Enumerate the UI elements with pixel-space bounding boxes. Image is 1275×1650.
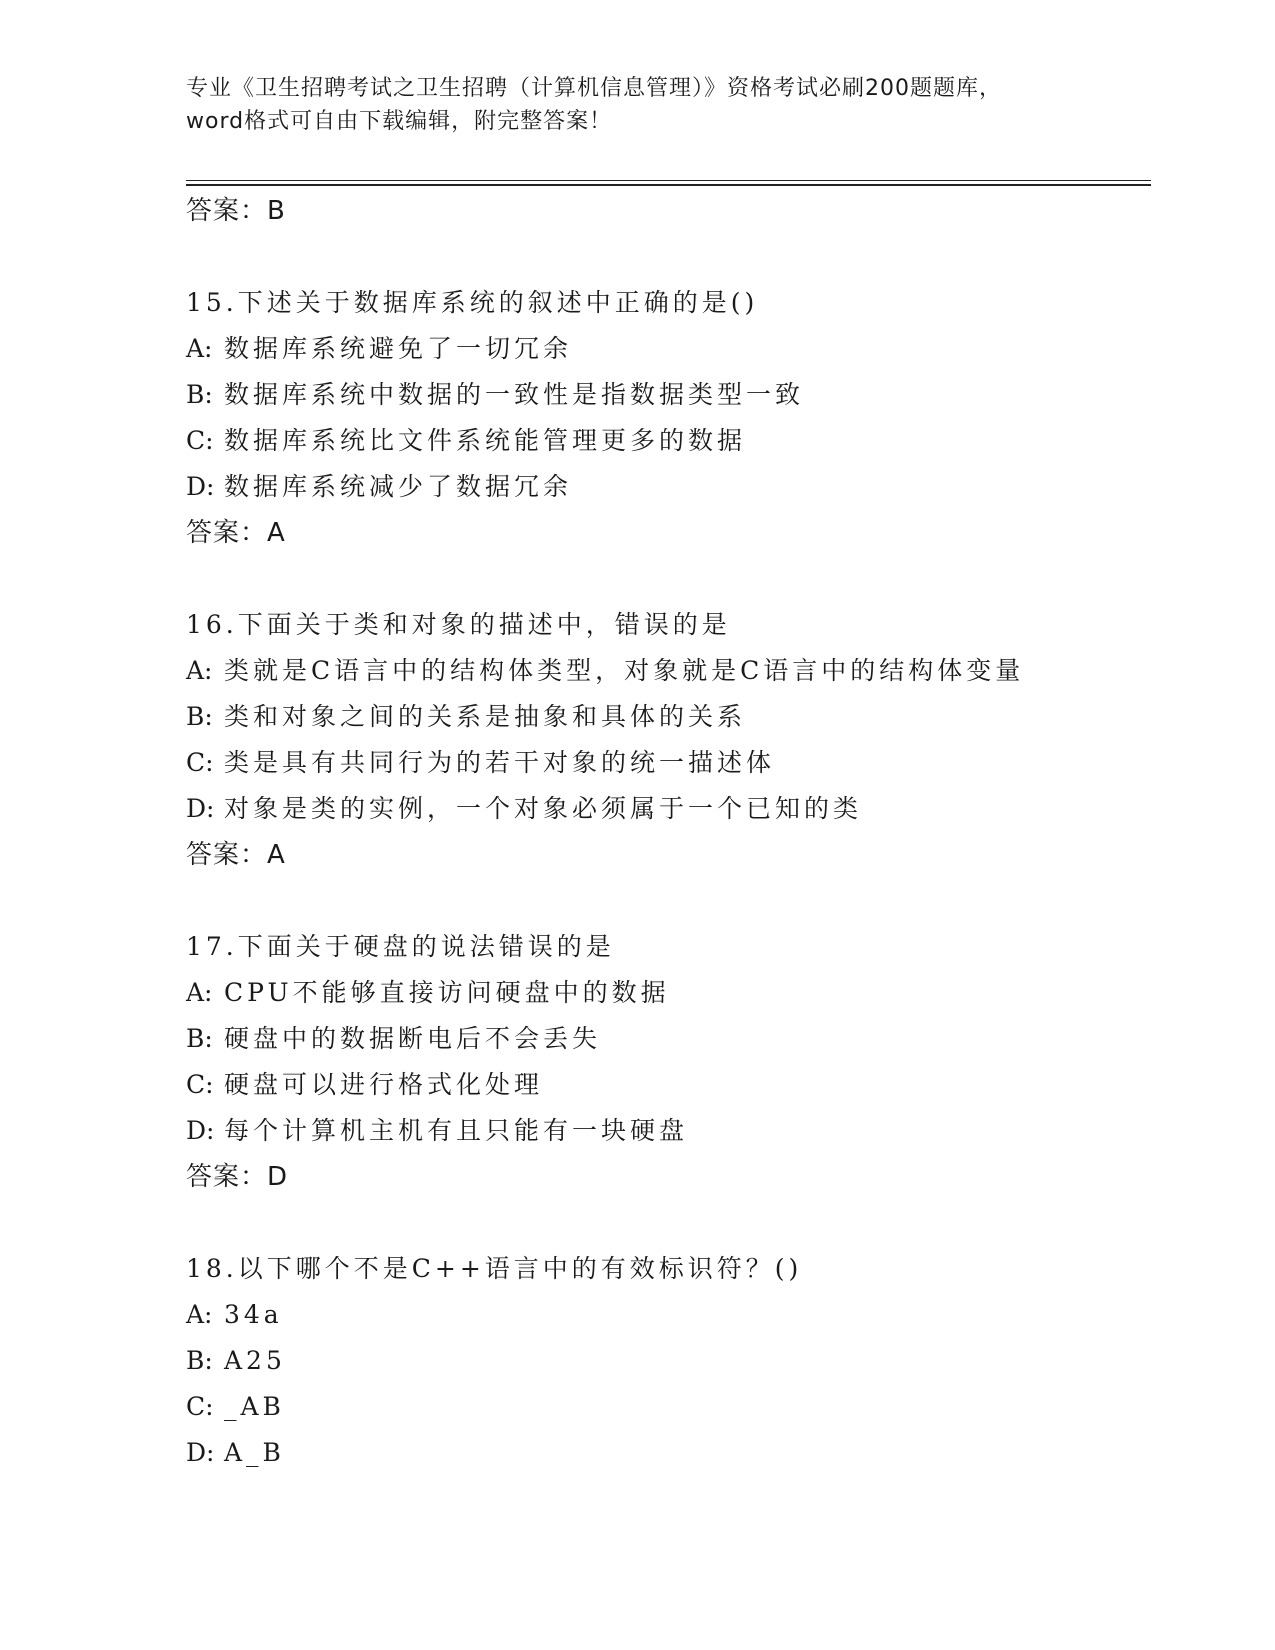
option-line [186,1384,1166,1430]
option-line [186,464,1166,510]
spacer [186,1200,1166,1246]
option-key: B: [186,1024,213,1053]
option-line [186,648,1166,694]
option-key: A: [186,334,213,363]
option-line [186,1108,1166,1154]
answer-value: B [267,196,286,226]
answer-label: 答案： [186,518,268,548]
option-key: B: [186,702,213,731]
answer-line [186,832,1166,878]
option-key: C: [186,1070,214,1099]
spacer [186,234,1166,280]
option-line [186,1292,1166,1338]
question-stem: 15.下述关于数据库系统的叙述中正确的是() [186,288,759,317]
option-text: 数据库系统比文件系统能管理更多的数据 [224,426,747,455]
option-text: 数据库系统减少了数据冗余 [224,472,573,501]
document-header [186,72,1086,138]
option-key: A: [186,656,213,685]
option-text: 硬盘中的数据断电后不会丢失 [224,1024,602,1053]
option-text: 数据库系统避免了一切冗余 [224,334,573,363]
option-key: D: [186,472,215,501]
option-key: C: [186,748,214,777]
option-line [186,372,1166,418]
option-line [186,1062,1166,1108]
option-key: A: [186,1300,213,1329]
option-text: CPU不能够直接访问硬盘中的数据 [224,978,670,1007]
option-line [186,970,1166,1016]
question-stem: 16.下面关于类和对象的描述中，错误的是 [186,610,731,639]
header-divider-thick [186,184,1151,186]
answer-line [186,188,1166,234]
answer-value: A [267,518,286,548]
option-text: 硬盘可以进行格式化处理 [224,1070,544,1099]
spacer [186,878,1166,924]
option-text: 34a [224,1300,283,1329]
option-key: D: [186,794,215,823]
answer-value: D [267,1162,289,1192]
header-line-2: word格式可自由下载编辑，附完整答案！ [186,109,613,134]
option-key: C: [186,1392,214,1421]
option-text: A_B [224,1438,285,1467]
option-text: 对象是类的实例，一个对象必须属于一个已知的类 [224,794,863,823]
answer-label: 答案： [186,1162,268,1192]
option-text: 类和对象之间的关系是抽象和具体的关系 [224,702,747,731]
option-line [186,694,1166,740]
answer-line [186,510,1166,556]
option-text: A25 [224,1346,286,1375]
option-line [186,1016,1166,1062]
option-text: 每个计算机主机有且只能有一块硬盘 [224,1116,689,1145]
answer-line [186,1154,1166,1200]
option-text: _AB [224,1392,285,1421]
option-key: D: [186,1438,215,1467]
header-divider [186,180,1151,181]
option-text: 类是具有共同行为的若干对象的统一描述体 [224,748,776,777]
option-key: C: [186,426,214,455]
option-text: 类就是C语言中的结构体类型，对象就是C语言中的结构体变量 [224,656,1025,685]
option-line [186,740,1166,786]
option-line [186,786,1166,832]
answer-value: A [267,840,286,870]
option-line [186,1430,1166,1476]
question-list [186,188,1166,1476]
option-line [186,326,1166,372]
option-line [186,1338,1166,1384]
question-stem: 17.下面关于硬盘的说法错误的是 [186,932,615,961]
answer-label: 答案： [186,840,268,870]
header-line-1: 专业《卫生招聘考试之卫生招聘（计算机信息管理）》资格考试必刷200题题库， [186,76,1002,101]
option-key: D: [186,1116,215,1145]
question-stem: 18.以下哪个不是C++语言中的有效标识符？() [186,1254,803,1283]
spacer [186,556,1166,602]
option-key: A: [186,978,213,1007]
option-key: B: [186,380,213,409]
option-key: B: [186,1346,213,1375]
option-line [186,418,1166,464]
answer-label: 答案： [186,196,268,226]
option-text: 数据库系统中数据的一致性是指数据类型一致 [224,380,805,409]
